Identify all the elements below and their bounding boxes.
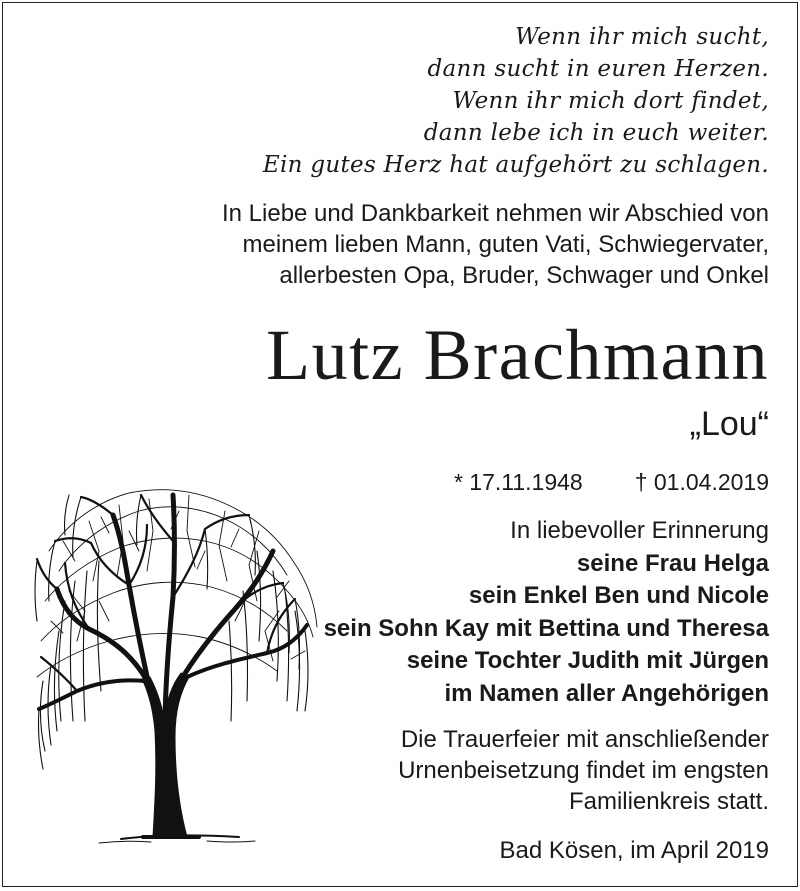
memory-lead: In liebevoller Erinnerung xyxy=(510,517,769,544)
death-date: † 01.04.2019 xyxy=(634,469,769,495)
obituary-notice xyxy=(2,2,798,887)
intro-line: allerbesten Opa, Bruder, Schwager und Onkel xyxy=(279,262,769,289)
place-and-date: Bad Kösen, im April 2019 xyxy=(499,837,769,864)
ceremony-line: Familienkreis statt. xyxy=(568,788,769,815)
mourner-line: seine Tochter Judith mit Jürgen xyxy=(406,647,769,674)
poem-line: Wenn ihr mich dort findet, xyxy=(452,88,769,114)
deceased-name: Lutz Brachmann xyxy=(266,315,769,395)
intro-line: In Liebe und Dankbarkeit nehmen wir Abschied von xyxy=(221,200,769,227)
deceased-nickname: „Lou“ xyxy=(689,405,769,443)
memorial-poem xyxy=(263,21,769,181)
mourner-line: im Namen aller Angehörigen xyxy=(444,679,769,707)
poem-line: dann lebe ich in euch weiter. xyxy=(423,120,769,146)
mourner-line: sein Enkel Ben und Nicole xyxy=(468,582,769,609)
mourners-block xyxy=(324,515,769,710)
mourner-line: sein Sohn Kay mit Bettina und Theresa xyxy=(323,614,769,642)
poem-line: Ein gutes Herz hat aufgehört zu schlagen. xyxy=(262,152,769,178)
birth-date: * 17.11.1948 xyxy=(453,469,583,495)
poem-line: dann sucht in euren Herzen. xyxy=(427,56,769,82)
mourner-line: seine Frau Helga xyxy=(576,549,769,577)
intro-line: meinem lieben Mann, guten Vati, Schwiegervater, xyxy=(242,231,769,258)
life-dates xyxy=(454,466,769,498)
farewell-intro xyxy=(222,198,769,291)
ceremony-line: Urnenbeisetzung findet im engsten xyxy=(398,757,769,784)
poem-line: Wenn ihr mich sucht, xyxy=(515,24,769,50)
ceremony-line: Die Trauerfeier mit anschließender xyxy=(400,726,769,753)
tree-icon xyxy=(29,481,321,851)
ceremony-info xyxy=(398,724,769,817)
